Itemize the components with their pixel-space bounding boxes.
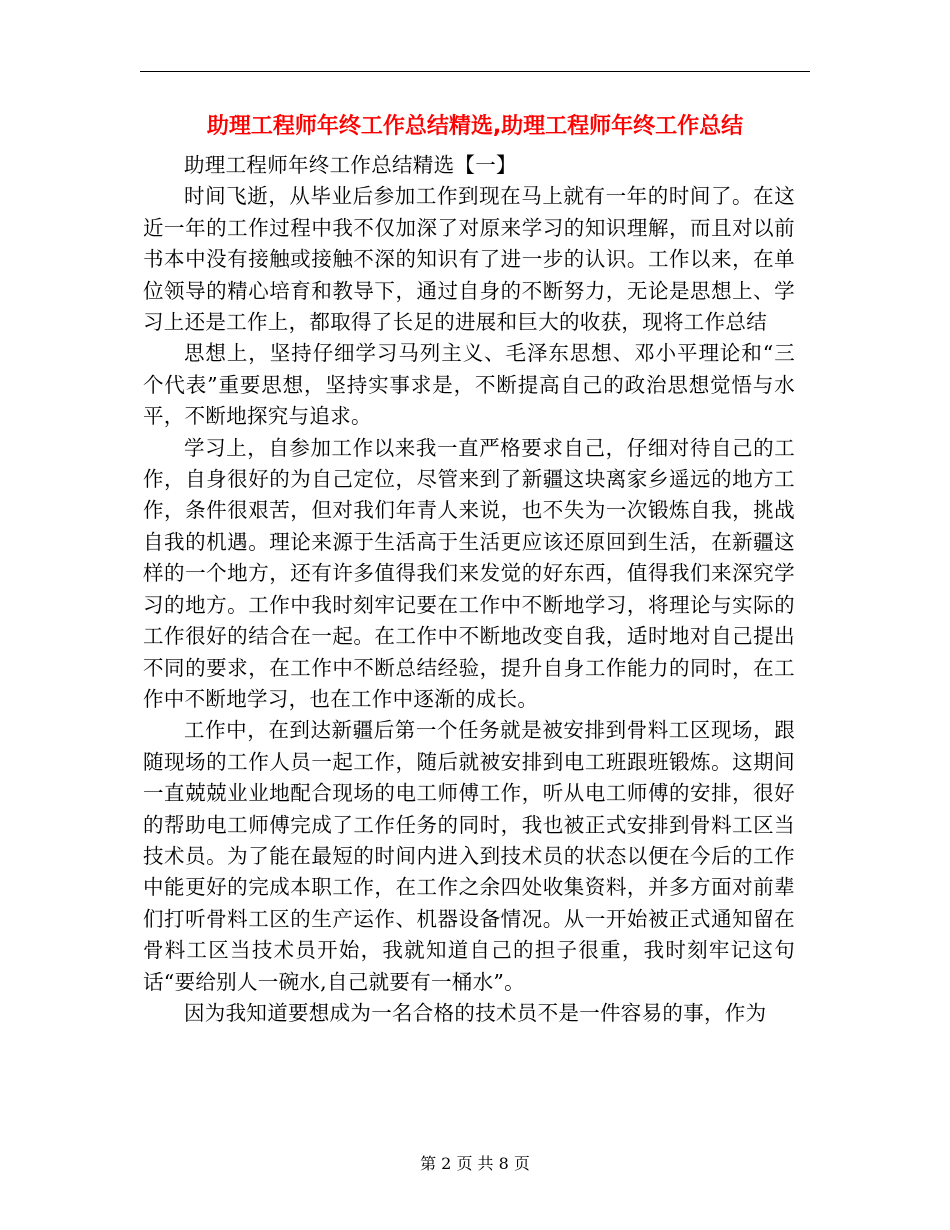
paragraph-work: 工作中，在到达新疆后第一个任务就是被安排到骨料工区现场，跟随现场的工作人员一起工作，随后就被安排到电工班跟班锻炼。这期间一直兢兢业业地配合现场的电工师傅工作，听从电工师傅的安排，很好的帮助电工师傅完成了工作任务的同时，我也被正式安排到骨料工区当技术员。为了能在最短的时间内进入到技术员的状态以便在今后的工作中能更好的完成本职工作，在工作之余四处收集资料，并多方面对前辈们打听骨料工区的生产运作、机器设备情况。从一开始被正式通知留在骨料工区当技术员开始，我就知道自己的担子很重，我时刻牢记这句话“要给别人一碗水,自己就要有一桶水”。 (143, 718, 795, 994)
paragraph-study: 学习上，自参加工作以来我一直严格要求自己，仔细对待自己的工作，自身很好的为自己定位，尽管来到了新疆这块离家乡遥远的地方工作，条件很艰苦，但对我们年青人来说，也不失为一次锻炼自我，挑战自我的机遇。理论来源于生活高于生活更应该还原回到生活，在新疆这样的一个地方，还有许多值得我们来发觉的好东西，值得我们来深究学习的地方。工作中我时刻牢记要在工作中不断地学习，将理论与实际的工作很好的结合在一起。在工作中不断地改变自我，适时地对自己提出不同的要求，在工作中不断总结经验，提升自身工作能力的同时，在工作中不断地学习，也在工作中逐渐的成长。 (143, 435, 795, 711)
paragraph-intro: 时间飞逝，从毕业后参加工作到现在马上就有一年的时间了。在这近一年的工作过程中我不仅加深了对原来学习的知识理解，而且对以前书本中没有接触或接触不深的知识有了进一步的认识。工作以来，在单位领导的精心培育和教导下，通过自身的不断努力，无论是思想上、学习上还是工作上，都取得了长足的进展和巨大的收获，现将工作总结 (143, 184, 795, 335)
document-body (143, 150, 795, 1029)
section-heading: 助理工程师年终工作总结精选【一】 (184, 153, 517, 177)
paragraph-continued: 因为我知道要想成为一名合格的技术员不是一件容易的事，作为 (184, 1000, 767, 1025)
header-rule (140, 71, 810, 72)
document-title: 助理工程师年终工作总结精选,助理工程师年终工作总结 (206, 114, 744, 139)
page-number: 第 2 页 共 8 页 (420, 1154, 530, 1173)
paragraph-thought: 思想上，坚持仔细学习马列主义、毛泽东思想、邓小平理论和“三个代表”重要思想，坚持实事求是，不断提高自己的政治思想觉悟与水平，不断地探究与追求。 (143, 341, 795, 429)
